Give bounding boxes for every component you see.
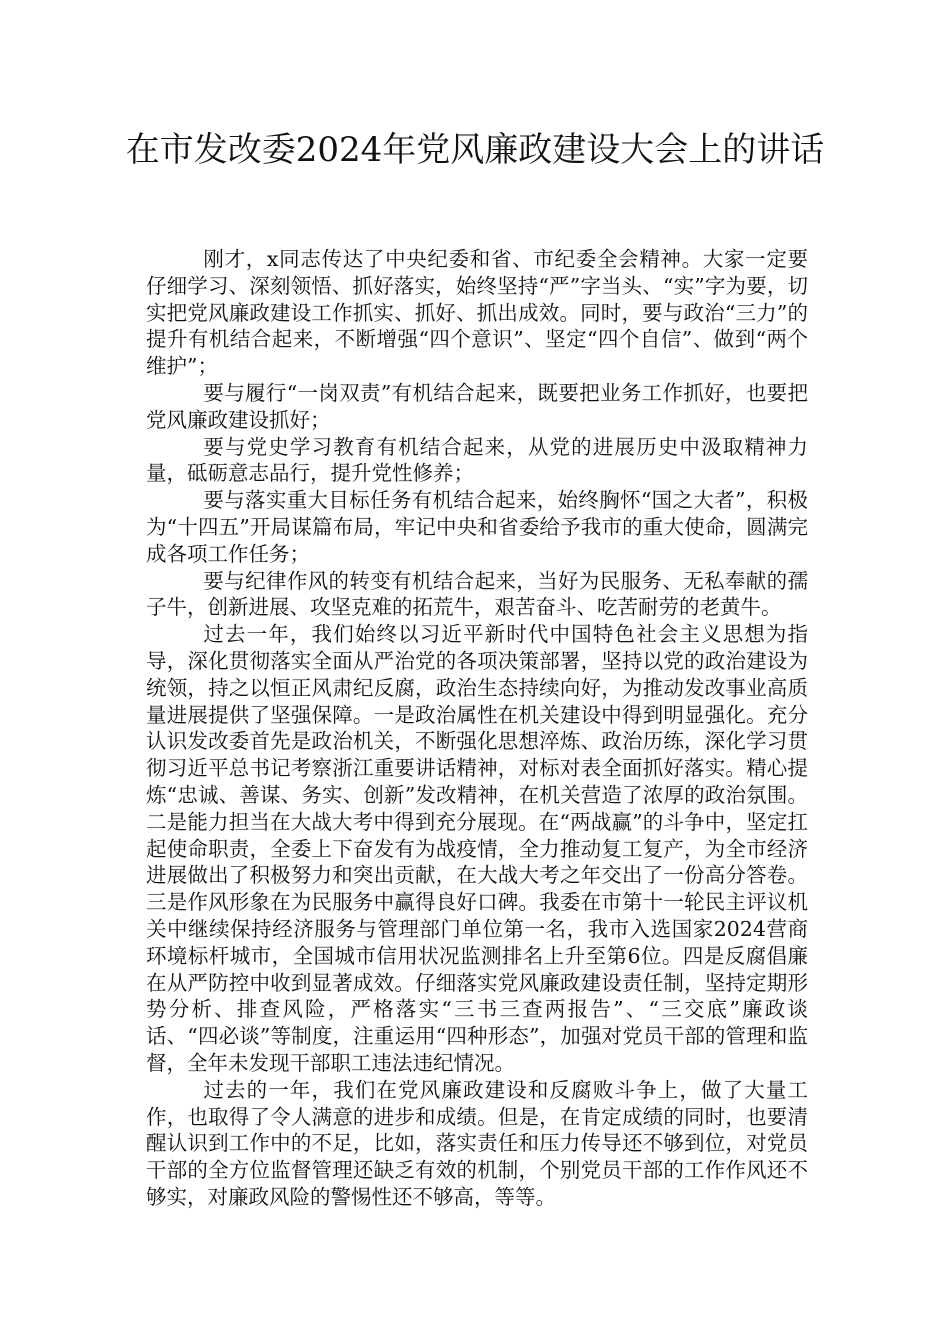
paragraph: 要与党史学习教育有机结合起来，从党的进展历史中汲取精神力量，砥砺意志品行，提升党性修养； [146, 434, 808, 486]
document-title: 在市发改委2024年党风廉政建设大会上的讲话 [125, 130, 825, 170]
paragraph: 刚才，x同志传达了中央纪委和省、市纪委全会精神。大家一定要仔细学习、深刻领悟、抓好落实，始终坚持“严”字当头、“实”字为要，切实把党风廉政建设工作抓实、抓好、抓出成效。同时，要与政治“三力”的提升有机结合起来，不断增强“四个意识”、坚定“四个自信”、做到“两个维护”； [146, 247, 808, 379]
document-body [146, 246, 808, 1211]
paragraph: 过去一年，我们始终以习近平新时代中国特色社会主义思想为指导，深化贯彻落实全面从严治党的各项决策部署，坚持以党的政治建设为统领，持之以恒正风肃纪反腐，政治生态持续向好，为推动发改事业高质量进展提供了坚强保障。一是政治属性在机关建设中得到明显强化。充分认识发改委首先是政治机关，不断强化思想淬炼、政治历练，深化学习贯彻习近平总书记考察浙江重要讲话精神，对标对表全面抓好落实。精心提炼“忠诚、善谋、务实、创新”发改精神，在机关营造了浓厚的政治氛围。二是能力担当在大战大考中得到充分展现。在“两战赢”的斗争中，坚定扛起使命职责，全委上下奋发有为战疫情，全力推动复工复产，为全市经济进展做出了积极努力和突出贡献，在大战大考之年交出了一份高分答卷。三是作风形象在为民服务中赢得良好口碑。我委在市第十一轮民主评议机关中继续保持经济服务与管理部门单位第一名，我市入选国家2024营商环境标杆城市，全国城市信用状况监测排名上升至第6位。四是反腐倡廉在从严防控中收到显著成效。仔细落实党风廉政建设责任制，坚持定期形势分析、排查风险，严格落实“三书三查两报告”、“三交底”廉政谈话、“四必谈”等制度，注重运用“四种形态”，加强对党员干部的管理和监督，全年未发现干部职工违法违纪情况。 [146, 622, 808, 1075]
paragraph: 要与纪律作风的转变有机结合起来，当好为民服务、无私奉献的孺子牛，创新进展、攻坚克难的拓荒牛，艰苦奋斗、吃苦耐劳的老黄牛。 [146, 568, 808, 620]
paragraph: 要与落实重大目标任务有机结合起来，始终胸怀“国之大者”，积极为“十四五”开局谋篇布局，牢记中央和省委给予我市的重大使命，圆满完成各项工作任务； [146, 488, 808, 566]
paragraph: 要与履行“一岗双责”有机结合起来，既要把业务工作抓好，也要把党风廉政建设抓好； [146, 380, 808, 432]
paragraph: 过去的一年，我们在党风廉政建设和反腐败斗争上，做了大量工作，也取得了令人满意的进步和成绩。但是，在肯定成绩的同时，也要清醒认识到工作中的不足，比如，落实责任和压力传导还不够到位，对党员干部的全方位监督管理还缺乏有效的机制，个别党员干部的工作作风还不够实，对廉政风险的警惕性还不够高，等等。 [146, 1077, 808, 1209]
